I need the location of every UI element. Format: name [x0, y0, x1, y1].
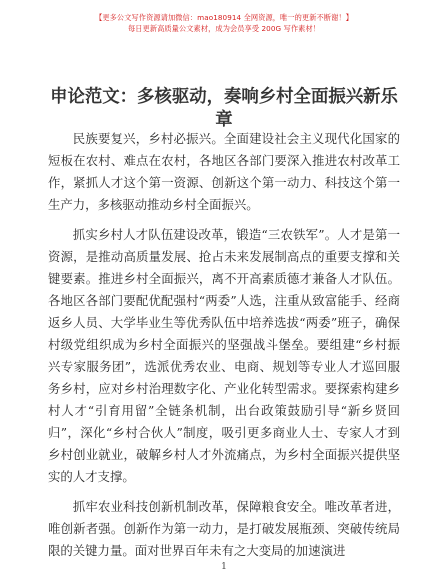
- document-title: 申论范文：多核驱动，奏响乡村全面振兴新乐章: [50, 87, 398, 130]
- document-body: [48, 128, 400, 570]
- paragraph-3: 抓牢农业科技创新机制改革，保障粮食安全。唯改革者进，唯创新者强。创新作为第一动力，是打破发展瓶颈、突破传统局限的关键力量。面对世界百年未有之大变局的加速演进: [48, 499, 400, 558]
- page-number: 1: [221, 562, 227, 572]
- promo-banner-line-2: 每日更新高质量公文素材，成为会员享受 200G 写作素材！: [127, 24, 321, 33]
- paragraph-2: 抓实乡村人才队伍建设改革，锻造“三农铁军”。人才是第一资源，是推动高质量发展、抢占未来发展制高点的重要支撑和关键要素。推进乡村全面振兴，离不开高素质德才兼备人才队伍。各地区各部门要配优配强村“两委”人选，注重从致富能手、经商返乡人员、大学毕业生等优秀队伍中培养选拔“两委”班子，确保村级党组织成为乡村全面振兴的坚强战斗堡垒。要组建“乡村振兴专家服务团”，选派优秀农业、电商、规划等专业人才巡回服务乡村，应对乡村治理数字化、产业化转型需求。要探索构建乡村人才“引育用留”全链条机制，出台政策鼓励引导“新乡贤回归”，深化“乡村合伙人”制度，吸引更多商业人士、专家人才到乡村创业就业，破解乡村人才外流痛点，为乡村全面振兴提供坚实的人才支撑。: [48, 227, 400, 484]
- promo-banner-line-1: 【更多公文写作资源请加微信：mao180914 全网资源，唯一的更新不断谢！】: [95, 13, 353, 22]
- paragraph-1: 民族要复兴，乡村必振兴。全面建设社会主义现代化国家的短板在农村、难点在农村，各地区各部门要深入推进农村改革工作，紧抓人才这个第一资源、创新这个第一动力、科技这个第一生产力，多核驱动推动乡村全面振兴。: [48, 131, 400, 212]
